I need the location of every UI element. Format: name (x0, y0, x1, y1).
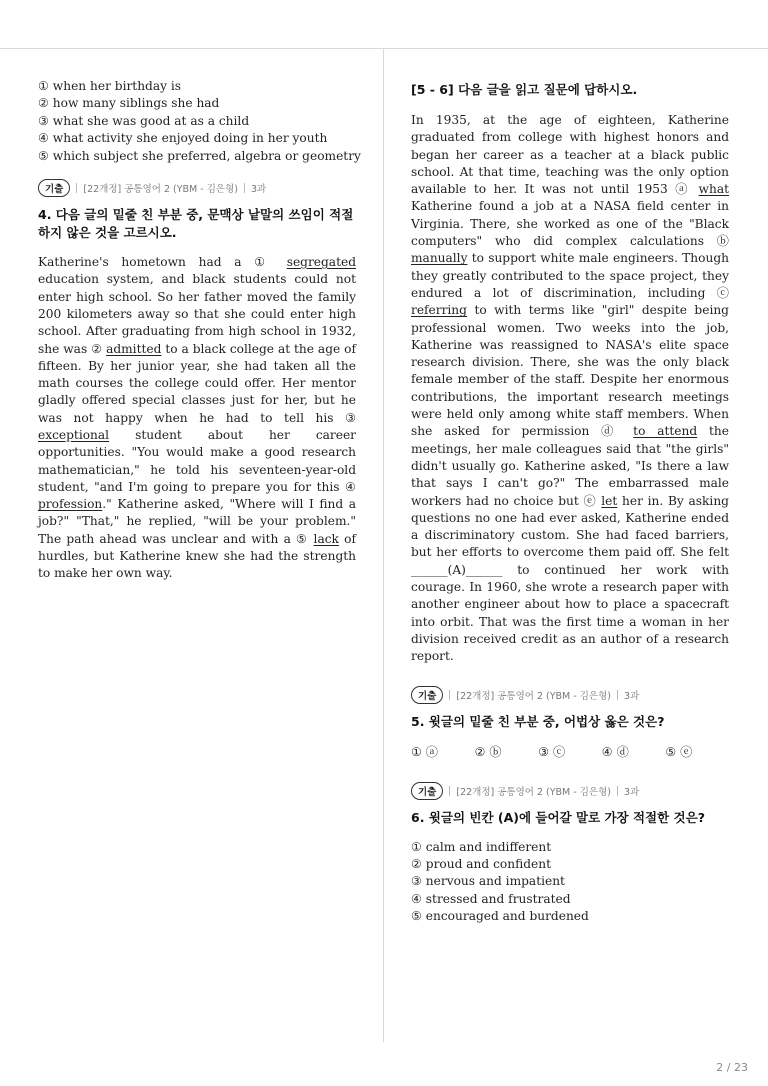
q3-option-4[interactable]: ④ what activity she enjoyed doing in her youth (38, 131, 328, 146)
q3-option-1[interactable]: ① when her birthday is (38, 79, 182, 93)
source-lesson: 3과 (250, 184, 267, 196)
q4-source-line (38, 179, 356, 197)
page-number: 2 / 23 (716, 1061, 748, 1074)
source-curriculum: [22개정] 공통영어 2 (YBM - 김은형) (83, 184, 238, 196)
underlined-word-5: lack (313, 531, 339, 546)
separator (617, 690, 618, 700)
passage-text: her in. By asking questions no one had ever asked, Katherine ended a discriminatory custom. She had faced barriers, but her efforts to overcome them paid off. She felt ______(A)______ to continued her work with courage. In 1960, she wrote a research paper with another engineer about how to place a spacecraft into orbit. That was the first time a woman in her division received credit as an author of a research report. (411, 493, 729, 664)
source-curriculum: [22개정] 공통영어 2 (YBM - 김은형) (456, 786, 611, 798)
underlined-e: let (601, 493, 618, 508)
q3-option-2[interactable]: ② how many siblings she had (38, 96, 220, 111)
passage-text: education system, and black students could not enter high school. So her father moved the family 200 kilometers away so that she could enter high school. After graduating from high school in 1932, she was ② (38, 272, 356, 356)
underlined-b: manually (411, 251, 468, 266)
underlined-a: what (698, 182, 729, 197)
q3-option-3[interactable]: ③ what she was good at as a child (38, 113, 250, 128)
q6-option-4[interactable]: ④ stressed and frustrated (411, 891, 571, 906)
section56-passage (411, 112, 729, 666)
passage-text: of hurdles, but Katherine knew she had the strength to make her own way. (38, 531, 356, 581)
underlined-word-2: admitted (106, 341, 162, 356)
q5-choice-3[interactable]: ③ ⓒ (538, 744, 566, 759)
source-lesson: 3과 (623, 690, 640, 702)
separator (449, 786, 450, 796)
q6-option-3[interactable]: ③ nervous and impatient (411, 874, 565, 889)
underlined-word-1: segregated (286, 255, 356, 270)
q6-option-1[interactable]: ① calm and indifferent (411, 839, 552, 854)
header-rule (0, 48, 768, 49)
q5-source-line (411, 686, 729, 704)
source-tag: 기출 (38, 179, 70, 197)
source-tag: 기출 (411, 782, 443, 800)
source-lesson: 3과 (623, 786, 640, 798)
passage-text: to support white male engineers. Though they greatly contributed to the space project, they endured a lot of discrimination, including ⓒ (411, 251, 729, 300)
passage-text: In 1935, at the age of eighteen, Katherine graduated from college with highest honors and began her career as a teacher at a black public school. At that time, teaching was the only option available to her. It was not until 1953 ⓐ (411, 113, 729, 197)
separator (76, 183, 77, 193)
q5-choice-5[interactable]: ⑤ ⓔ (665, 744, 693, 759)
q3-options (38, 78, 361, 165)
passage-text: ." Katherine asked, "Where will I find a job?" "That," he replied, "will be your problem." The path ahead was unclear and with a ⑤ (38, 497, 356, 546)
q6-option-5[interactable]: ⑤ encouraged and burdened (411, 909, 589, 924)
passage-text: student about her career opportunities. "You would make a good research mathematician," he told his seventeen-year-old student, "and I'm going to prepare you for this ④ (38, 428, 356, 494)
section-title: [5 - 6] 다음 글을 읽고 질문에 답하시오. (411, 82, 638, 97)
q3-option-5[interactable]: ⑤ which subject she preferred, algebra or geometry (38, 148, 361, 163)
separator (617, 786, 618, 796)
passage-text: to a black college at the age of fifteen. By her junior year, she had taken all the math courses the college could offer. Her mentor gladly offered special classes just for her, but he was not happy when he had to tell his ③ (38, 341, 356, 425)
source-tag: 기출 (411, 686, 443, 704)
separator (449, 690, 450, 700)
q5-title: 5. 윗글의 밑줄 친 부분 중, 어법상 옳은 것은? (411, 713, 665, 729)
q5-choices (411, 743, 729, 760)
passage-text: Katherine found a job at a NASA field center in Virginia. There, she worked as one of the "Black computers" who did complex calculations ⓑ (411, 199, 729, 249)
underlined-c: referring (411, 303, 467, 318)
left-column (38, 78, 361, 583)
q6-option-2[interactable]: ② proud and confident (411, 856, 551, 871)
q5-choice-4[interactable]: ④ ⓓ (601, 744, 629, 759)
q4-title: 4. 다음 글의 밑줄 친 부분 중, 문맥상 낱말의 쓰임이 적절하지 않은 것을 고르시오. (38, 207, 354, 241)
underlined-d: to attend (633, 424, 698, 439)
q6-source-line (411, 782, 729, 800)
q6-options (411, 839, 729, 926)
source-curriculum: [22개정] 공통영어 2 (YBM - 김은형) (456, 690, 611, 702)
passage-text: to with terms like "girl" despite being professional women. Two weeks into the job, Katherine was reassigned to NASA's elite space research division. There, she was the only black female member of the staff. Despite her enormous contributions, the important research meetings were held only among white staff members. When she asked for permission ⓓ (411, 303, 729, 439)
underlined-word-4: profession (38, 497, 103, 512)
q4-passage (38, 254, 356, 583)
passage-text: the meetings, her male colleagues said that "the girls" didn't usually go. Katherine asked, "Is there a law that says I can't go?" The embarrassed male workers had no choice but ⓔ (411, 424, 729, 508)
q6-title: 6. 윗글의 빈칸 (A)에 들어갈 말로 가장 적절한 것은? (411, 809, 705, 825)
separator (244, 183, 245, 193)
q5-choice-2[interactable]: ② ⓑ (474, 744, 502, 759)
underlined-word-3: exceptional (38, 428, 110, 442)
column-divider (383, 49, 384, 1042)
passage-text: Katherine's hometown had a ① (38, 255, 287, 270)
q5-choice-1[interactable]: ① ⓐ (411, 744, 438, 759)
right-column (411, 80, 729, 926)
